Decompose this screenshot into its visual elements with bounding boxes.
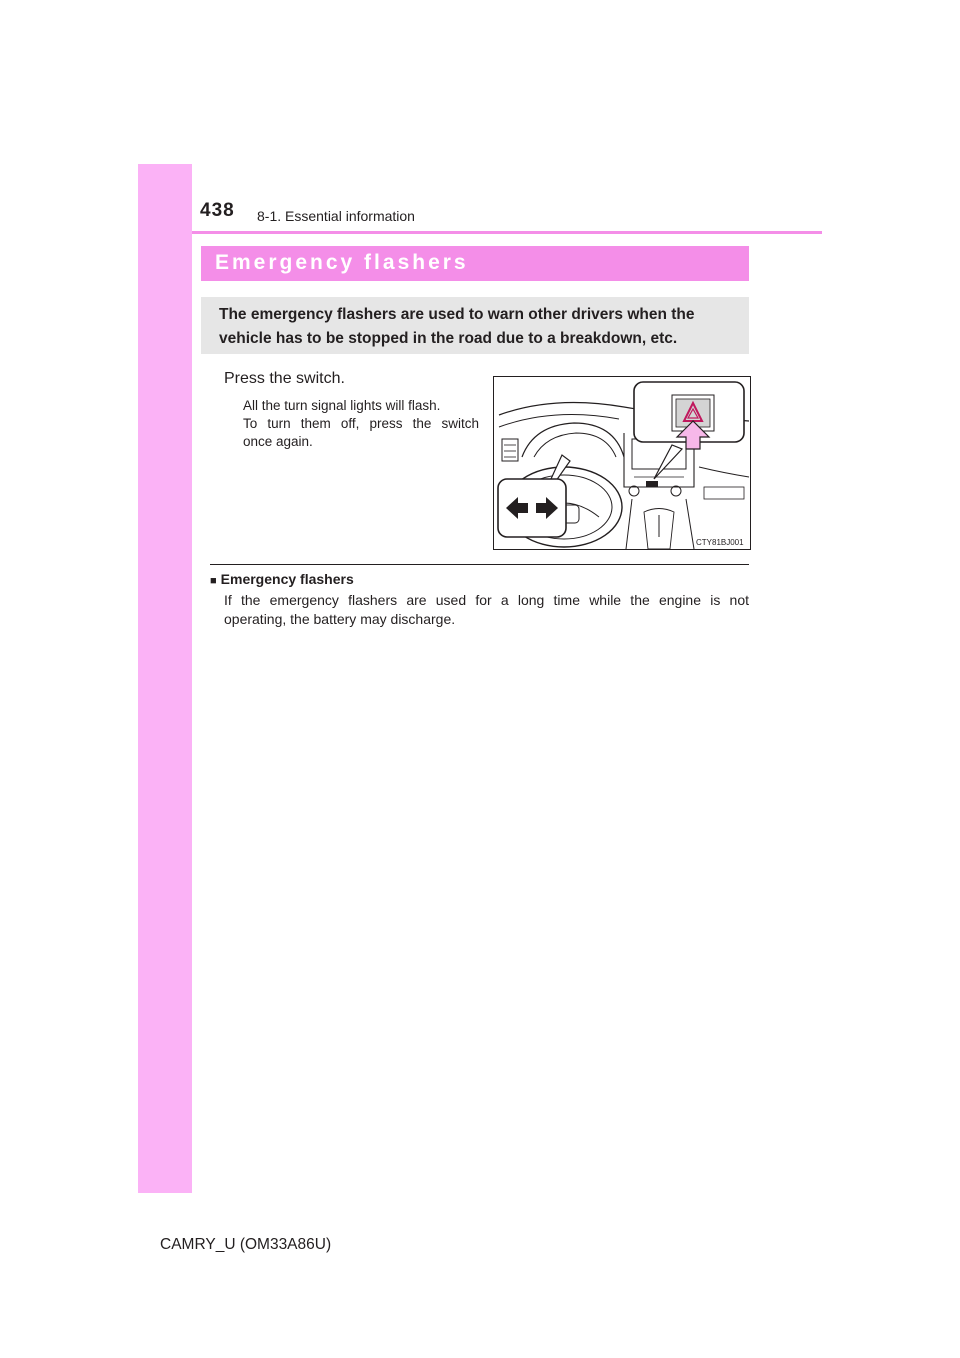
turn-signal-indicator-icon	[498, 479, 566, 537]
dashboard-drawing	[494, 377, 750, 549]
page-title: Emergency flashers	[215, 251, 469, 274]
step-detail	[243, 397, 479, 451]
note-line: If the emergency flashers are used for a long time while the engine is not	[224, 592, 749, 608]
page-number: 438	[200, 200, 235, 221]
section-label: 8-1. Essential information	[257, 208, 415, 224]
bullet-square-icon: ■	[210, 575, 217, 587]
note-line: operating, the battery may discharge.	[224, 611, 456, 627]
side-tab	[138, 164, 192, 1193]
footer-model-code: CAMRY_U (OM33A86U)	[160, 1236, 332, 1253]
note-body	[224, 591, 749, 629]
intro-box	[201, 297, 749, 354]
step-detail-line: All the turn signal lights will flash.	[243, 398, 441, 413]
figure-code: CTY81BJ001	[696, 538, 744, 547]
dashboard-illustration	[493, 376, 751, 550]
note-heading-text: Emergency flashers	[220, 571, 354, 587]
intro-text: The emergency flashers are used to warn other drivers when the vehicle has to be stopped in the road due to a breakdown, etc.	[219, 306, 695, 347]
step-detail-line: once again.	[243, 434, 313, 449]
note-heading	[210, 571, 354, 587]
section-divider	[210, 564, 749, 565]
header-rule	[192, 231, 822, 234]
step-instruction: Press the switch.	[224, 370, 345, 387]
title-bar	[201, 246, 749, 281]
step-detail-line: To turn them off, press the switch	[243, 416, 479, 431]
